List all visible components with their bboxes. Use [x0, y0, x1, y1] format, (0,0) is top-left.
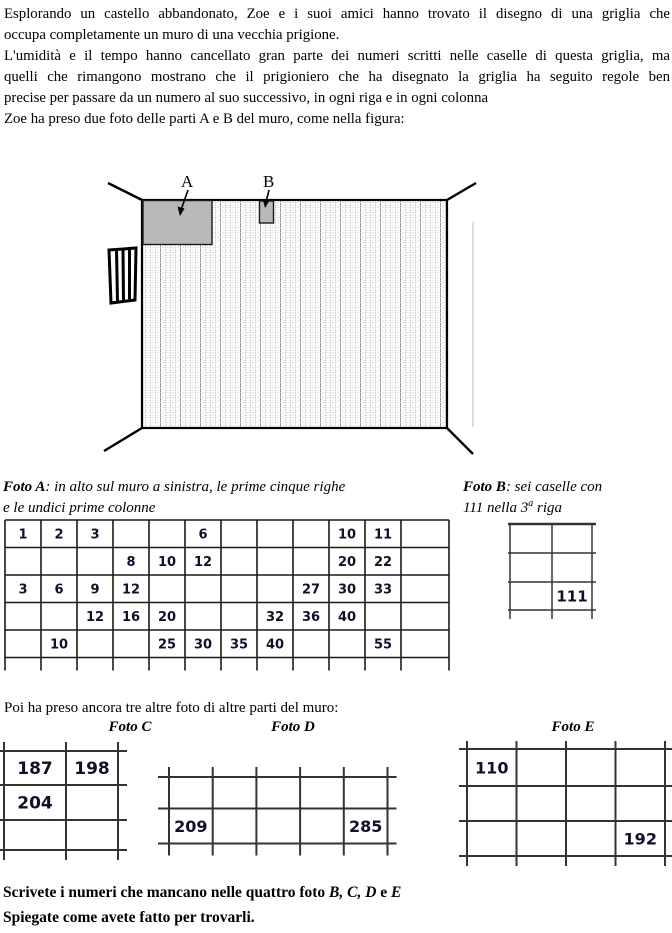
ordinal-sup: a: [528, 498, 534, 509]
grid-cell-value: 16: [121, 609, 141, 625]
grid-cell-value: 20: [337, 554, 357, 570]
grid-cell-value: 6: [198, 527, 208, 543]
grid-cell-value: 285: [348, 816, 383, 836]
grid-cell-value: 33: [373, 582, 393, 598]
grid-cell-value: 110: [475, 758, 509, 778]
grid-cell-value: 12: [85, 609, 105, 625]
label-a: A: [181, 172, 194, 191]
intro-line: Esplorando un castello abbandonato, Zoe e i suoi amici hanno trovato il disegno di una griglia che: [4, 6, 670, 22]
grid-cell-value: 12: [121, 582, 141, 598]
grid-cell-value: 10: [337, 527, 357, 543]
photo-a-caption-label: Foto A: [3, 479, 46, 495]
photo-c-title: Foto C: [108, 719, 152, 735]
grid-cell-value: 40: [265, 637, 285, 653]
grid-cell-value: 11: [373, 527, 393, 543]
grid-cell-value: 3: [90, 527, 100, 543]
photo-b-grid: [500, 515, 610, 627]
perspective-line: [447, 183, 476, 200]
intro-line: Zoe ha preso due foto delle parti A e B del muro, come nella figura:: [4, 111, 405, 127]
grid-cell-value: 30: [337, 582, 357, 598]
photo-c-grid: [0, 736, 140, 866]
grid-cell-value: 111: [556, 587, 588, 606]
photo-a-region: [143, 201, 212, 245]
grid-cell-value: 10: [49, 637, 69, 653]
intro-line: occupa completamente un muro di una vecchia prigione.: [4, 27, 340, 43]
grid-cell-value: 6: [54, 582, 64, 598]
photo-a-grid: [0, 515, 465, 680]
grid-cell-value: 35: [229, 637, 249, 653]
label-b: B: [263, 172, 275, 191]
photo-b-caption-label: Foto B: [463, 479, 506, 495]
grid-cell-value: 8: [126, 554, 136, 570]
grid-cell-value: 198: [74, 759, 110, 780]
grid-cell-value: 3: [18, 582, 28, 598]
photo-a-caption: [3, 477, 345, 498]
perspective-line: [108, 183, 142, 200]
photo-a-caption-text: : in alto sul muro a sinistra, le prime cinque righe: [45, 479, 346, 495]
grid-cell-value: 20: [157, 609, 177, 625]
grid-cell-value: 22: [373, 554, 393, 570]
task-line1-e: e: [376, 884, 392, 901]
grid-cell-value: 1: [18, 527, 28, 543]
grid-cell-value: 40: [337, 609, 357, 625]
grid-cell-value: 36: [301, 609, 321, 625]
photo-b-caption-riga: riga: [533, 500, 563, 516]
task-line1-letter-e: E: [391, 884, 402, 901]
grid-cell-value: 27: [301, 582, 321, 598]
photo-e-title: Foto E: [551, 719, 595, 735]
intro-line: precise per passare da un numero al suo successivo, in ogni riga e in ogni colonna: [4, 90, 489, 106]
task-line-1: [3, 884, 401, 902]
perspective-line: [447, 428, 473, 454]
grid-cell-value: 10: [157, 554, 177, 570]
barred-window-icon: [109, 248, 136, 303]
grid-cell-value: 9: [90, 582, 100, 598]
grid-cell-value: 204: [17, 793, 53, 814]
photo-e-grid: [452, 736, 672, 868]
middle-text: Poi ha preso ancora tre altre foto di altre parti del muro:: [4, 700, 339, 716]
photo-b-caption: [463, 477, 602, 498]
task-line1-text: Scrivete i numeri che mancano nelle quattro foto: [3, 884, 330, 901]
photo-d-title: Foto D: [271, 719, 315, 735]
photo-b-caption-111: 111 nella 3: [463, 500, 529, 516]
grid-cell-value: 2: [54, 527, 64, 543]
photo-a-caption-line2: e le undici prime colonne: [3, 500, 156, 516]
grid-cell-value: 55: [373, 637, 393, 653]
grid-cell-value: 187: [17, 759, 53, 780]
photo-d-grid: [148, 756, 410, 862]
grid-cell-value: 25: [157, 637, 177, 653]
intro-line: L'umidità e il tempo hanno cancellato gran parte dei numeri scritti nelle caselle di questa griglia, ma: [4, 48, 670, 64]
grid-cell-value: 209: [174, 816, 208, 836]
photo-b-caption-text: : sei caselle con: [505, 479, 603, 495]
grid-cell-value: 12: [193, 554, 213, 570]
grid-cell-value: 30: [193, 637, 213, 653]
intro-line: quelli che rimangono mostrano che il prigioniero che ha disegnato la griglia ha seguito regole ben: [4, 69, 670, 85]
prison-wall-figure: [0, 160, 500, 460]
perspective-line: [104, 428, 142, 451]
task-line1-letters: B, C, D: [329, 884, 377, 901]
task-line-2: Spiegate come avete fatto per trovarli.: [3, 909, 255, 926]
grid-cell-value: 32: [265, 609, 285, 625]
grid-cell-value: 192: [623, 829, 657, 849]
